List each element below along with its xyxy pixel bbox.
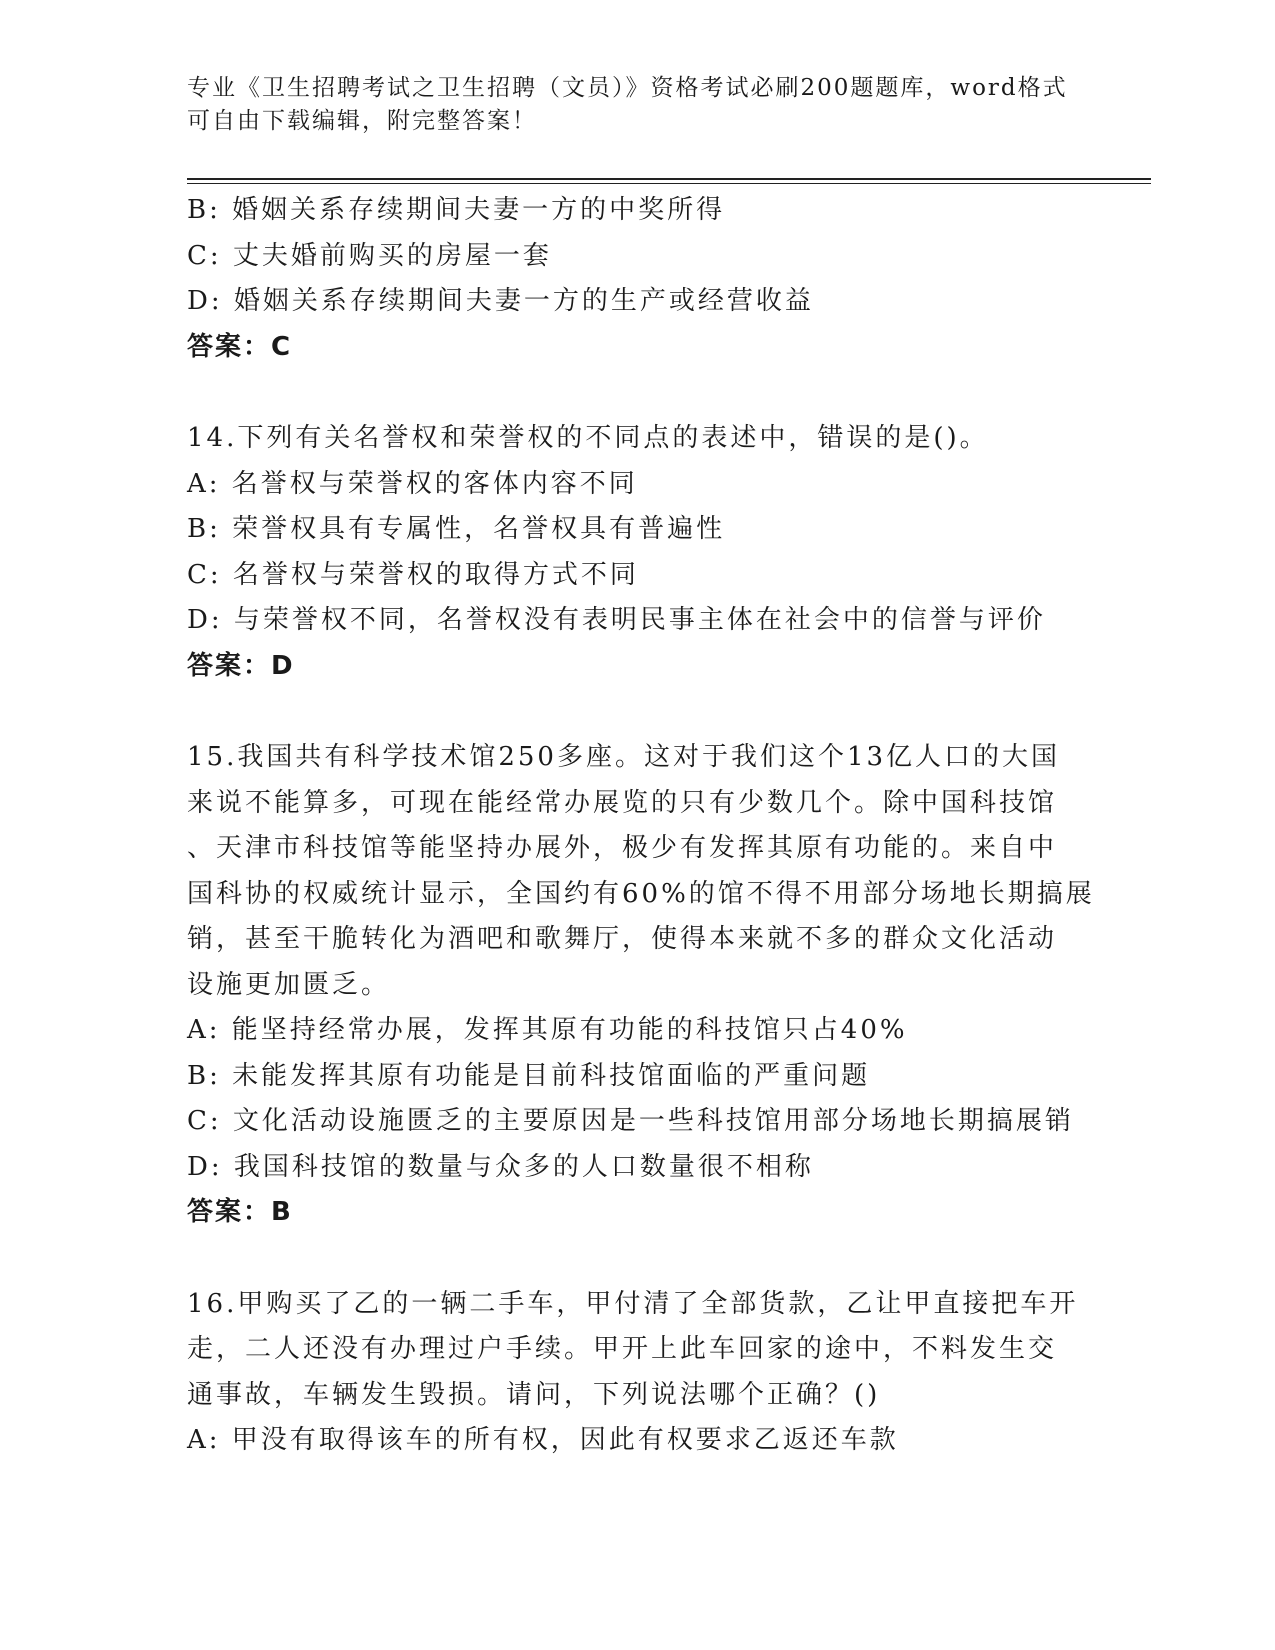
header-line: 专业《卫生招聘考试之卫生招聘（文员）》资格考试必刷200题题库，word格式 <box>187 75 1068 101</box>
option-a: A: 甲没有取得该车的所有权，因此有权要求乙返还车款 <box>187 1425 899 1455</box>
question-stem: 16.甲购买了乙的一辆二手车，甲付清了全部货款，乙让甲直接把车开 <box>187 1288 1079 1319</box>
option-a: A: 名誉权与荣誉权的客体内容不同 <box>187 468 638 499</box>
answer-line: 答案：D <box>187 650 295 681</box>
question-list <box>187 188 1095 1464</box>
question-block <box>187 1282 1087 1464</box>
question-stem: 通事故，车辆发生毁损。请问，下列说法哪个正确？() <box>187 1379 881 1410</box>
option-c: C: 丈夫婚前购买的房屋一套 <box>187 240 552 271</box>
option-c: C: 文化活动设施匮乏的主要原因是一些科技馆用部分场地长期搞展销 <box>187 1106 1074 1136</box>
question-stem: 设施更加匮乏。 <box>187 969 391 1000</box>
header-divider-thick <box>187 178 1151 180</box>
option-a: A: 能坚持经常办展，发挥其原有功能的科技馆只占40% <box>187 1015 908 1045</box>
option-d: D: 婚姻关系存续期间夫妻一方的生产或经营收益 <box>187 286 814 316</box>
question-stem: 来说不能算多，可现在能经常办展览的只有少数几个。除中国科技馆 <box>187 787 1058 818</box>
document-header <box>187 72 1087 138</box>
answer-line: 答案：B <box>187 1197 293 1227</box>
header-divider-thin <box>187 183 1151 184</box>
question-stem: 销，甚至干脆转化为酒吧和歌舞厅，使得本来就不多的群众文化活动 <box>187 924 1058 954</box>
block-spacer <box>187 689 1087 735</box>
option-b: B: 未能发挥其原有功能是目前科技馆面临的严重问题 <box>187 1060 871 1091</box>
option-d: D: 与荣誉权不同，名誉权没有表明民事主体在社会中的信誉与评价 <box>187 605 1046 635</box>
answer-line: 答案：C <box>187 331 293 362</box>
question-stem: 14.下列有关名誉权和荣誉权的不同点的表述中，错误的是()。 <box>187 423 989 453</box>
question-stem: 、天津市科技馆等能坚持办展外，极少有发挥其原有功能的。来自中 <box>187 833 1058 863</box>
question-stem: 15.我国共有科学技术馆250多座。这对于我们这个13亿人口的大国 <box>187 742 1061 772</box>
option-b: B: 荣誉权具有专属性，名誉权具有普遍性 <box>187 514 726 544</box>
header-line: 可自由下载编辑，附完整答案！ <box>187 108 537 134</box>
block-spacer <box>187 370 1087 416</box>
option-d: D: 我国科技馆的数量与众多的人口数量很不相称 <box>187 1151 814 1182</box>
question-block <box>187 188 1087 370</box>
question-stem: 国科协的权威统计显示，全国约有60%的馆不得不用部分场地长期搞展 <box>187 878 1095 909</box>
block-spacer <box>187 1236 1087 1282</box>
question-block <box>187 735 1095 1236</box>
option-c: C: 名誉权与荣誉权的取得方式不同 <box>187 559 639 590</box>
option-b: B: 婚姻关系存续期间夫妻一方的中奖所得 <box>187 195 726 225</box>
question-stem: 走，二人还没有办理过户手续。甲开上此车回家的途中，不料发生交 <box>187 1334 1058 1364</box>
question-block <box>187 416 1087 689</box>
